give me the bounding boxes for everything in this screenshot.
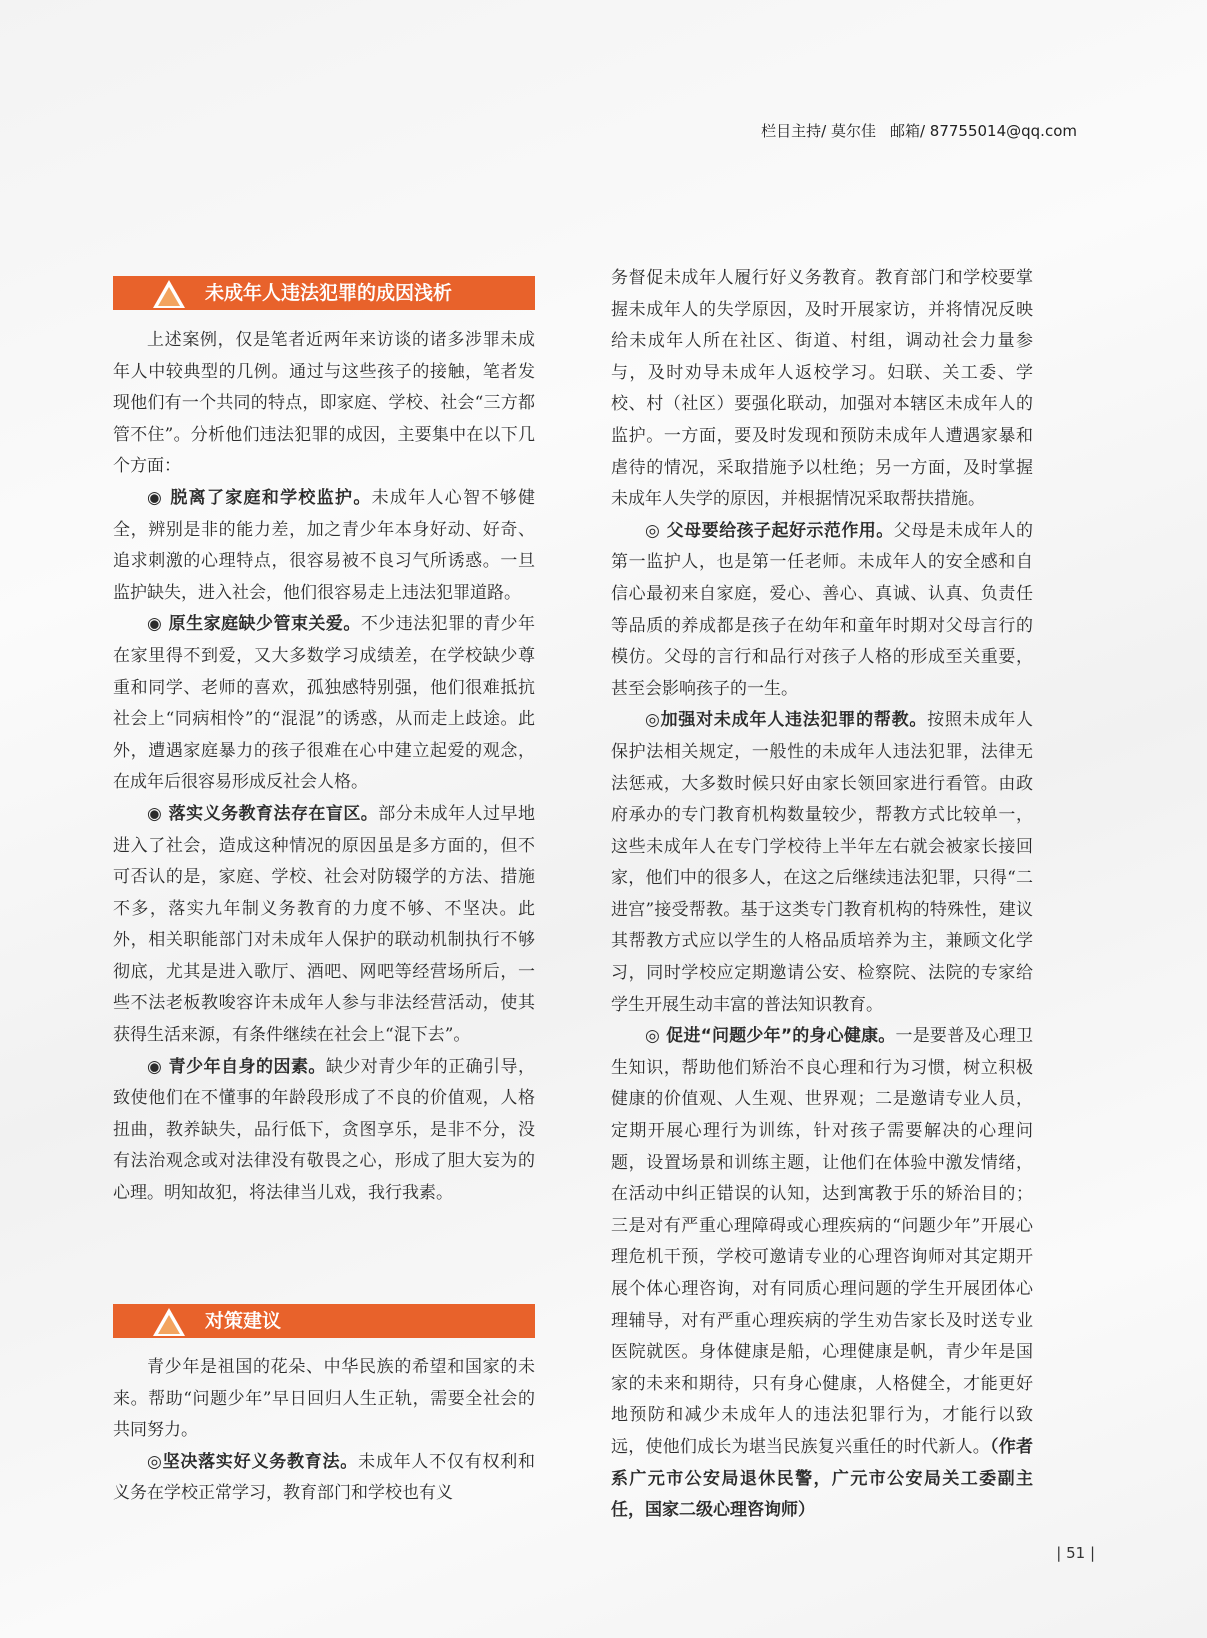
paragraph-lead: ◉ 青少年自身的因素。 [147, 1056, 326, 1077]
paragraph: 务督促未成年人履行好义务教育。教育部门和学校要掌握未成年人的失学原因，及时开展家访，并将情况反映给未成年人所在社区、街道、村组，调动社会力量参与，及时劝导未成年人返校学习。妇联、关工委、学校、村（社区）要强化联动，加强对本辖区未成年人的监护。一方面，要及时发现和预防未成年人遭遇家暴和虐待的情况，采取措施予以杜绝；另一方面，及时掌握未成年人失学的原因，并根据情况采取帮扶措施。 [611, 268, 1033, 510]
paragraph-lead: ◉ 落实义务教育法存在盲区。 [147, 803, 379, 824]
paragraph-lead: ◉ 脱离了家庭和学校监护。 [147, 487, 372, 508]
paragraph: 青少年是祖国的花朵、中华民族的希望和国家的未来。帮助“问题少年”早日回归人生正轨，需要全社会的共同努力。 [113, 1357, 535, 1441]
paragraph-lead: ◎加强对未成年人违法犯罪的帮教。 [645, 710, 928, 731]
paragraph: ◎ 促进“问题少年”的身心健康。一是要普及心理卫生知识，帮助他们矫治不良心理和行为习惯，树立积极健康的价值观、人生观、世界观；二是邀请专业人员，定期开展心理行为训练，针对孩子需要解决的心理问题，设置场景和训练主题，让他们在体验中激发情绪，在活动中纠正错误的认知，达到寓教于乐的矫治目的；三是对有严重心理障碍或心理疾病的“问题少年”开展心理危机干预，学校可邀请专业的心理咨询师对其定期开展个体心理咨询，对有同质心理问题的学生开展团体心理辅导，对有严重心理疾病的学生劝告家长及时送专业医院就医。身体健康是船，心理健康是帆，青少年是国家的未来和期待，只有身心健康，人格健全，才能更好地预防和减少未成年人的违法犯罪行为，才能行以致远，使他们成长为堪当民族复兴重任的时代新人。（作者系广元市公安局退休民警，广元市公安局关工委副主任，国家二级心理咨询师） [611, 1026, 1034, 1521]
paragraph: 上述案例，仅是笔者近两年来访谈的诸多涉罪未成年人中较典型的几例。通过与这些孩子的接触，笔者发现他们有一个共同的特点，即家庭、学校、社会“三方都管不住”。分析他们违法犯罪的成因，主要集中在以下几个方面： [113, 330, 535, 477]
left-column-lower [113, 1352, 535, 1510]
warning-triangle-icon [153, 1308, 185, 1336]
paragraph: ◎ 父母要给孩子起好示范作用。父母是未成年人的第一监护人，也是第一任老师。未成年人的安全感和自信心最初来自家庭，爱心、善心、真诚、认真、负责任等品质的养成都是孩子在幼年和童年时期对父母言行的模仿。父母的言行和品行对孩子人格的形成至关重要，甚至会影响孩子的一生。 [611, 520, 1033, 699]
page-number: | 51 | [1056, 1544, 1095, 1562]
paragraph-lead: ◎坚决落实好义务教育法。 [147, 1451, 359, 1472]
paragraph: ◉ 脱离了家庭和学校监护。未成年人心智不够健全，辨别是非的能力差，加之青少年本身好动、好奇、追求刺激的心理特点，很容易被不良习气所诱惑。一旦监护缺失，进入社会，他们很容易走上违法犯罪道路。 [113, 487, 535, 603]
paragraph: ◉ 原生家庭缺少管束关爱。不少违法犯罪的青少年在家里得不到爱，又大多数学习成绩差，在学校缺少尊重和同学、老师的喜欢，孤独感特别强，他们很难抵抗社会上“同病相怜”的“混混”的诱惑，从而走上歧途。此外，遭遇家庭暴力的孩子很难在心中建立起爱的观念，在成年后很容易形成反社会人格。 [113, 614, 535, 793]
author-note: （作者系广元市公安局退休民警，广元市公安局关工委副主任，国家二级心理咨询师） [611, 1436, 1034, 1521]
paragraph: ◎坚决落实好义务教育法。未成年人不仅有权利和义务在学校正常学习，教育部门和学校也有义 [113, 1451, 536, 1504]
section-title: 未成年人违法犯罪的成因浅析 [205, 282, 453, 304]
section-heading-causes [113, 276, 535, 310]
section-title: 对策建议 [205, 1310, 282, 1332]
paragraph: ◉ 落实义务教育法存在盲区。部分未成年人过早地进入了社会，造成这种情况的原因虽是多方面的，但不可否认的是，家庭、学校、社会对防辍学的方法、措施不多，落实九年制义务教育的力度不够、不坚决。此外，相关职能部门对未成年人保护的联动机制执行不够彻底，尤其是进入歌厅、酒吧、网吧等经营场所后，一些不法老板教唆容许未成年人参与非法经营活动，使其获得生活来源，有条件继续在社会上“混下去”。 [113, 803, 535, 1046]
section-heading-suggestions [113, 1304, 535, 1338]
left-column [113, 325, 535, 1210]
paragraph-lead: ◎ 促进“问题少年”的身心健康。 [645, 1026, 896, 1047]
paragraph-lead: ◎ 父母要给孩子起好示范作用。 [645, 520, 894, 541]
column-email: 邮箱/ 87755014@qq.com [889, 122, 1077, 140]
paragraph: ◉ 青少年自身的因素。缺少对青少年的正确引导，致使他们在不懂事的年龄段形成了不良的价值观，人格扭曲，教养缺失，品行低下，贪图享乐，是非不分，没有法治观念或对法律没有敬畏之心，形成了胆大妄为的心理。明知故犯，将法律当儿戏，我行我素。 [113, 1056, 535, 1204]
paragraph-lead: ◉ 原生家庭缺少管束关爱。 [147, 614, 361, 635]
warning-triangle-icon [153, 280, 185, 308]
column-header [761, 120, 1077, 141]
column-host: 栏目主持/ 莫尔佳 [761, 122, 876, 140]
right-column [611, 263, 1033, 1527]
paragraph: ◎加强对未成年人违法犯罪的帮教。按照未成年人保护法相关规定，一般性的未成年人违法犯罪，法律无法惩戒，大多数时候只好由家长领回家进行看管。由政府承办的专门教育机构数量较少，帮教方式比较单一，这些未成年人在专门学校待上半年左右就会被家长接回家，他们中的很多人，在这之后继续违法犯罪，只得“二进宫”接受帮教。基于这类专门教育机构的特殊性，建议其帮教方式应以学生的人格品质培养为主，兼顾文化学习，同时学校应定期邀请公安、检察院、法院的专家给学生开展生动丰富的普法知识教育。 [611, 710, 1034, 1015]
